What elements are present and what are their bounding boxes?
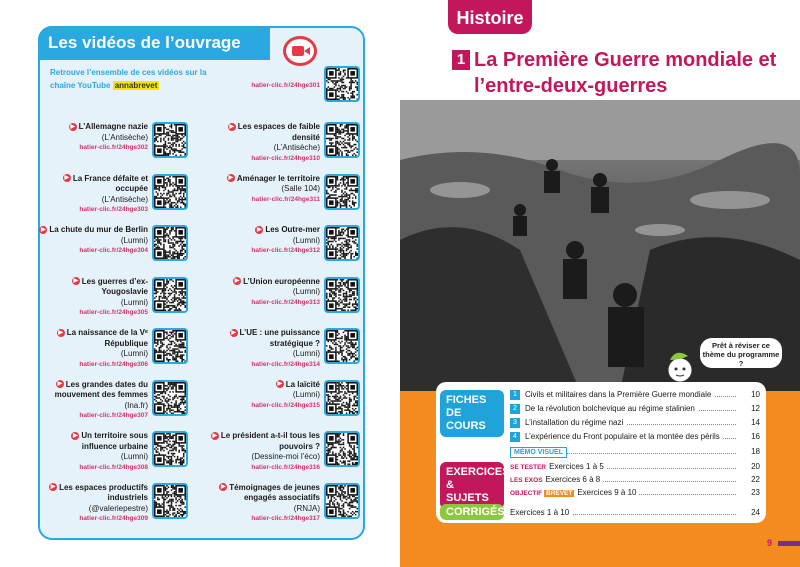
fiche-title: De la révolution bolchevique au régime stalinien: [525, 404, 695, 413]
exercise-tag: SE TESTER: [510, 464, 549, 471]
qr-pattern: [154, 124, 186, 156]
video-title: [210, 328, 320, 349]
toc-row[interactable]: [510, 430, 760, 443]
video-link[interactable]: hatier-clic.fr/24hge306: [79, 360, 148, 368]
page-ref: 12: [748, 402, 760, 415]
video-text: [38, 122, 148, 154]
play-icon: ▶: [277, 381, 283, 388]
video-link[interactable]: hatier-clic.fr/24hge307: [79, 412, 148, 419]
qr-code[interactable]: [324, 483, 360, 519]
qr-code[interactable]: [152, 122, 188, 158]
video-title: [38, 328, 148, 349]
play-icon: ▶: [64, 175, 70, 182]
memo-label: MÉMO VISUEL: [510, 447, 567, 458]
video-title-text: Les espaces productifs industriels: [59, 482, 148, 502]
video-source: (Salle 104): [281, 184, 320, 193]
fiche-title: Civils et militaires dans la Première Guerre mondiale: [525, 390, 712, 399]
video-text: [210, 483, 320, 525]
qr-code[interactable]: [324, 122, 360, 158]
video-title: [38, 277, 148, 298]
chapter-number: 1: [452, 50, 470, 70]
qr-pattern: [154, 227, 186, 259]
video-text: [210, 431, 320, 473]
corriges-label: CORRIGÉS: [440, 504, 504, 520]
video-text: [38, 277, 148, 319]
video-title: [210, 431, 320, 452]
page-ref: 20: [748, 460, 760, 473]
tag-brevet: BREVET: [545, 490, 573, 497]
play-icon: ▶: [231, 329, 236, 336]
fiche-number: 1: [510, 390, 520, 400]
video-link[interactable]: hatier-clic.fr/24hge305: [79, 309, 148, 316]
qr-code[interactable]: [324, 431, 360, 467]
fiche-number: 4: [510, 432, 520, 442]
qr-code[interactable]: [324, 277, 360, 313]
video-title-text: La laïcité: [285, 379, 320, 389]
qr-pattern: [326, 176, 358, 208]
qr-pattern: [154, 330, 186, 362]
qr-pattern: [326, 330, 358, 362]
video-link[interactable]: hatier-clic.fr/24hge310: [251, 154, 320, 162]
video-title-text: Aménager le territoire: [236, 173, 320, 183]
video-title-text: La chute du mur de Berlin: [49, 225, 148, 234]
video-text: [38, 380, 148, 422]
video-text: [210, 328, 320, 370]
qr-code[interactable]: [324, 328, 360, 364]
right-page: [400, 0, 800, 567]
toc-row[interactable]: [510, 445, 760, 458]
fiche-title: L’expérience du Front populaire et la montée des périls: [525, 432, 720, 441]
qr-pattern: [154, 382, 186, 414]
page-ref: 14: [748, 416, 760, 429]
video-text: [38, 431, 148, 473]
video-text: [210, 122, 320, 164]
video-title-text: L’Union européenne: [243, 276, 320, 286]
play-icon: ▶: [234, 278, 240, 285]
toc-row[interactable]: [510, 460, 760, 473]
video-title: [38, 122, 148, 133]
qr-pattern: [154, 279, 186, 311]
table-of-contents: [436, 382, 766, 523]
video-source: (Ina.fr): [124, 400, 148, 410]
fiches-label: FICHES DE COURS: [440, 390, 504, 437]
video-link[interactable]: hatier-clic.fr/24hge309: [79, 515, 148, 522]
video-title: [38, 431, 148, 452]
video-title: [38, 380, 148, 401]
video-link[interactable]: hatier-clic.fr/24hge308: [79, 463, 148, 471]
page-ref: 23: [748, 486, 760, 499]
video-text: [38, 328, 148, 370]
qr-code[interactable]: [324, 174, 360, 210]
channel-name[interactable]: annabrevet: [114, 81, 158, 90]
chapter-title: La Première Guerre mondiale et l’entre-deux-guerres: [474, 49, 777, 97]
video-title-text: Témoignages de jeunes engagés associatifs: [229, 482, 320, 502]
video-title: [210, 174, 320, 185]
video-link[interactable]: hatier-clic.fr/24hge311: [251, 195, 320, 203]
video-camera-icon: [283, 36, 317, 66]
play-icon: ▶: [58, 329, 64, 336]
qr-pattern: [154, 176, 186, 208]
toc-row[interactable]: [510, 486, 760, 499]
qr-code[interactable]: [152, 431, 188, 467]
page-ref: 24: [748, 506, 760, 519]
play-icon: ▶: [50, 484, 56, 491]
qr-pattern: [326, 433, 358, 465]
video-title: [38, 225, 148, 236]
video-title: [210, 122, 320, 143]
exercices-label: EXERCICES & SUJETS: [440, 462, 504, 509]
fiche-number: 3: [510, 418, 520, 428]
play-icon: ▶: [212, 432, 218, 439]
video-source: (Lumni): [120, 452, 148, 461]
video-source: (Lumni): [120, 235, 148, 245]
video-source: (L’Antisèche): [101, 132, 148, 142]
video-source: (RNJA): [293, 503, 320, 513]
video-title-text: Un territoire sous influence urbaine: [81, 431, 148, 451]
video-source: (Dessine-moi l’éco): [251, 452, 320, 461]
qr-code[interactable]: [152, 380, 188, 416]
video-link[interactable]: hatier-clic.fr/24hge304: [79, 247, 148, 254]
video-title-text: Les grandes dates du mouvement des femmes: [54, 379, 148, 399]
qr-pattern: [154, 433, 186, 465]
exercise-tag: [510, 490, 577, 497]
video-link[interactable]: hatier-clic.fr/24hge314: [251, 360, 320, 368]
exercise-tag: LES EXOS: [510, 477, 546, 484]
toc-row[interactable]: [510, 388, 760, 401]
qr-code[interactable]: [324, 225, 360, 261]
toc-row[interactable]: [510, 416, 760, 429]
video-title: [210, 225, 320, 236]
video-link[interactable]: hatier-clic.fr/24hge315: [251, 401, 320, 409]
video-source: (L’Antisèche): [101, 194, 148, 204]
video-link[interactable]: hatier-clic.fr/24hge302: [79, 144, 148, 151]
video-text: [210, 174, 320, 206]
video-link[interactable]: hatier-clic.fr/24hge301: [251, 82, 320, 89]
page-number: 9: [766, 538, 772, 548]
qr-pattern: [326, 124, 358, 156]
video-text: [210, 277, 320, 309]
qr-pattern: [326, 279, 358, 311]
panel-title: Les vidéos de l’ouvrage: [38, 26, 270, 60]
page-ref: 16: [748, 430, 760, 443]
video-source: (L’Antisèche): [273, 143, 320, 152]
play-icon: ▶: [73, 278, 79, 285]
play-icon: ▶: [220, 484, 226, 491]
video-source: (Lumni): [292, 390, 320, 399]
play-icon: ▶: [229, 123, 235, 130]
video-text: [38, 225, 148, 257]
page-ref: 10: [748, 388, 760, 401]
qr-code[interactable]: [152, 225, 188, 261]
video-source: (Lumni): [292, 287, 320, 296]
play-icon: ▶: [70, 123, 75, 130]
video-title: [38, 483, 148, 504]
video-title-text: La France défaite et occupée: [72, 173, 148, 193]
qr-code[interactable]: [324, 66, 360, 102]
video-title: [210, 277, 320, 288]
play-icon: ▶: [257, 226, 262, 233]
play-icon: ▶: [57, 381, 63, 388]
video-title-text: Les Outre-mer: [265, 225, 320, 234]
video-title: [38, 174, 148, 195]
exercise-title: Exercices 9 à 10: [577, 488, 637, 497]
page-bar: [778, 541, 800, 546]
video-source: (Lumni): [292, 349, 320, 358]
exercise-title: Exercices 6 à 8: [545, 475, 601, 484]
video-source: (Lumni): [120, 349, 148, 358]
qr-code[interactable]: [152, 328, 188, 364]
video-title-text: L’Allemagne nazie: [78, 122, 148, 131]
video-title-text: L’UE : une puissance stratégique ?: [239, 328, 320, 348]
video-text: [38, 483, 148, 525]
play-icon: ▶: [228, 175, 234, 182]
video-link[interactable]: hatier-clic.fr/24hge303: [79, 206, 148, 213]
section-tab: Histoire: [448, 0, 532, 34]
qr-code[interactable]: [152, 174, 188, 210]
fiche-title: L’installation du régime nazi: [525, 418, 624, 427]
video-link[interactable]: hatier-clic.fr/24hge312: [251, 247, 320, 254]
video-link[interactable]: hatier-clic.fr/24hge317: [251, 515, 320, 522]
page-ref: 18: [748, 445, 760, 458]
toc-row[interactable]: [510, 402, 760, 415]
qr-pattern: [326, 68, 358, 100]
speech-bubble: Prêt à réviser ce thème du programme ?: [700, 338, 782, 368]
video-text: [210, 225, 320, 257]
video-title: [210, 483, 320, 504]
video-title-text: Les guerres d’ex-Yougoslavie: [81, 276, 148, 296]
video-source: (Lumni): [120, 297, 148, 307]
qr-pattern: [326, 227, 358, 259]
qr-pattern: [154, 485, 186, 517]
mascot-icon: [662, 346, 698, 386]
video-title-text: La naissance de la Vᵉ République: [66, 328, 148, 348]
play-icon: ▶: [41, 226, 46, 233]
page-ref: 22: [748, 473, 760, 486]
toc-row[interactable]: [510, 506, 760, 519]
qr-pattern: [326, 485, 358, 517]
play-icon: ▶: [73, 432, 78, 439]
intro-text: [50, 66, 210, 92]
video-title: [210, 380, 320, 391]
video-link[interactable]: hatier-clic.fr/24hge316: [251, 463, 320, 471]
exercise-title: Exercices 1 à 5: [549, 462, 604, 471]
qr-pattern: [326, 382, 358, 414]
tag-objectif: OBJECTIF: [510, 490, 543, 497]
video-text: [210, 380, 320, 412]
qr-code[interactable]: [152, 277, 188, 313]
qr-code[interactable]: [152, 483, 188, 519]
fiche-number: 2: [510, 404, 520, 414]
video-title-text: Les espaces de faible densité: [237, 122, 320, 142]
video-title-text: Le président a-t-il tous les pouvoirs ?: [220, 431, 320, 451]
video-text: [38, 174, 148, 216]
video-source: (Lumni): [292, 235, 320, 245]
intro-sentence: Retrouve l’ensemble de ces vidéos sur la chaîne YouTube: [50, 68, 207, 90]
qr-code[interactable]: [324, 380, 360, 416]
videos-panel: [38, 26, 365, 540]
video-source: (@valeriepestre): [88, 503, 148, 513]
video-link[interactable]: hatier-clic.fr/24hge313: [251, 298, 320, 306]
toc-row[interactable]: [510, 473, 760, 486]
corriges-title: Exercices 1 à 10: [510, 508, 572, 517]
